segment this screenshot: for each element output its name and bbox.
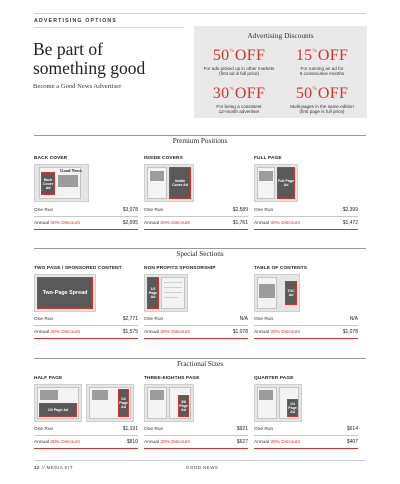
discount-label: 30% Discount <box>160 329 190 335</box>
price-label: Annual <box>34 439 49 445</box>
offer-word: OFF <box>234 47 266 64</box>
price-label: One Run <box>144 426 164 432</box>
price-row <box>254 424 358 434</box>
price-value: $1,191 <box>122 426 138 432</box>
offer-desc: 12-month advertiser <box>218 109 260 115</box>
offer-percent-sign: % <box>229 49 234 54</box>
footer-left <box>34 465 73 470</box>
price-value: N/A <box>349 316 358 322</box>
price-label: One Run <box>34 426 54 432</box>
row-rule-accent <box>254 229 358 230</box>
price-row <box>34 424 138 434</box>
price-label: Annual <box>144 439 159 445</box>
price-value: $2,399 <box>342 207 358 213</box>
title-line-2: something good <box>33 58 146 78</box>
product-label: FULL PAGE <box>254 156 282 161</box>
price-row <box>34 327 138 337</box>
text-line <box>164 282 182 283</box>
footer-rule <box>34 460 366 461</box>
kicker-rule <box>34 27 184 28</box>
photo-placeholder <box>259 171 273 181</box>
row-rule <box>254 435 358 436</box>
price-value: $1,078 <box>342 329 358 335</box>
section-heading-wrap <box>34 130 366 148</box>
ad-block: 1/2 Page Ad <box>118 389 129 417</box>
ad-block: TOC Ad <box>285 281 297 305</box>
discount-offer <box>196 44 282 77</box>
product-label: BACK COVER <box>34 156 68 161</box>
price-row <box>254 327 358 337</box>
price-row <box>144 205 248 215</box>
offer-desc: (first page is full price) <box>299 109 345 115</box>
row-rule-accent <box>144 338 248 339</box>
row-rule-accent <box>254 448 358 449</box>
offer-percent: 15 <box>295 47 313 64</box>
price-row <box>144 424 248 434</box>
price-row <box>34 218 138 228</box>
price-row <box>254 437 358 447</box>
price-value: $627 <box>236 439 248 445</box>
row-rule-accent <box>144 448 248 449</box>
offer-word: OFF <box>317 85 349 102</box>
discount-label: 30% Discount <box>160 220 190 226</box>
price-value: $2,095 <box>122 220 138 226</box>
price-label: Annual <box>254 220 269 226</box>
offer-word: OFF <box>317 47 349 64</box>
photo-placeholder <box>259 390 273 400</box>
price-label: Annual <box>144 329 159 335</box>
price-label: One Run <box>144 207 164 213</box>
price-label: Annual <box>254 439 269 445</box>
row-rule <box>144 216 248 217</box>
price-label: Annual <box>34 329 49 335</box>
photo-placeholder <box>58 175 78 187</box>
offer-desc: For running an ad for <box>300 66 344 71</box>
row-rule-accent <box>144 229 248 230</box>
offer-desc: Multi-pages in the same edition <box>290 104 354 109</box>
section-heading: Special Sections <box>173 250 226 258</box>
price-value: $1,761 <box>232 220 248 226</box>
discounts-title: Advertising Discounts <box>247 31 314 40</box>
ad-block: Two-Page Spread <box>37 277 93 309</box>
price-row <box>144 218 248 228</box>
ad-block: 1/2 Page Ad <box>39 403 77 417</box>
product-label: TABLE OF CONTENTS <box>254 266 308 271</box>
offer-word: OFF <box>234 85 266 102</box>
price-row <box>34 314 138 324</box>
section-heading-wrap <box>34 243 366 261</box>
row-rule <box>144 325 248 326</box>
top-rule <box>34 13 366 14</box>
discount-label: 30% Discount <box>270 220 300 226</box>
ad-block: Full Page Ad <box>277 167 295 199</box>
discount-offer <box>196 82 282 115</box>
row-rule <box>34 216 138 217</box>
ad-block: Inside Cover Ad <box>169 167 191 199</box>
ad-block: 3/8 Page Ad <box>178 395 189 417</box>
offer-desc: For being a consistent <box>216 104 262 109</box>
price-value: $810 <box>126 439 138 445</box>
photo-placeholder <box>150 390 164 400</box>
discount-label: 30% Discount <box>270 329 300 335</box>
price-label: Annual <box>34 220 49 226</box>
price-label: One Run <box>254 207 274 213</box>
price-value: $614 <box>346 426 358 432</box>
price-row <box>144 314 248 324</box>
product-label: QUARTER PAGE <box>254 376 294 381</box>
page-number: 12 <box>34 465 40 470</box>
price-label: One Run <box>34 207 54 213</box>
price-label: One Run <box>144 316 164 322</box>
row-rule-accent <box>34 448 138 449</box>
price-label: Annual <box>254 329 269 335</box>
product-label: THREE-EIGHTHS PAGE <box>144 376 200 381</box>
price-row <box>254 218 358 228</box>
price-value: $1,472 <box>342 220 358 226</box>
product-label: NON PROFITS SPONSORSHIP <box>144 266 216 271</box>
price-value: $2,589 <box>232 207 248 213</box>
price-row <box>254 205 358 215</box>
offer-percent-sign: % <box>229 87 234 92</box>
text-line <box>164 287 182 288</box>
row-rule <box>144 435 248 436</box>
photo-placeholder <box>40 390 58 400</box>
price-value: $1,575 <box>122 329 138 335</box>
photo-placeholder <box>259 284 275 298</box>
row-rule <box>254 216 358 217</box>
title-line-1: Be part of <box>33 39 103 59</box>
ad-block: 1/2 Page Ad <box>147 277 159 309</box>
section-heading: Premium Positions <box>170 137 231 145</box>
row-rule-accent <box>34 338 138 339</box>
offer-percent-sign: % <box>312 87 317 92</box>
page-title <box>33 40 183 78</box>
row-rule-accent <box>254 338 358 339</box>
price-row <box>144 437 248 447</box>
row-rule <box>34 325 138 326</box>
price-label: One Run <box>254 316 274 322</box>
price-value: $1,078 <box>232 329 248 335</box>
price-row <box>34 205 138 215</box>
product-label: INSIDE COVERS <box>144 156 183 161</box>
section-heading-wrap <box>34 353 366 371</box>
ad-block: 1/4 Page Ad <box>287 399 298 417</box>
product-label: TWO PAGE / SPONSORED CONTENT <box>34 266 122 271</box>
price-value: N/A <box>239 316 248 322</box>
footer-center: GOOD NEWS <box>186 465 219 470</box>
price-value: $2,771 <box>122 316 138 322</box>
section-heading: Fractional Sizes <box>174 360 226 368</box>
section-kicker: ADVERTISING OPTIONS <box>34 18 118 24</box>
product-label: HALF PAGE <box>34 376 63 381</box>
offer-percent: 30 <box>212 85 230 102</box>
discount-offer <box>279 44 365 77</box>
price-label: One Run <box>34 316 54 322</box>
page-subtitle: Become a Good News Advertiser <box>33 83 122 90</box>
photo-placeholder <box>150 171 164 181</box>
row-rule <box>34 435 138 436</box>
offer-desc: 6 consecutive months <box>299 71 345 77</box>
price-label: Annual <box>144 220 159 226</box>
text-line <box>164 297 178 298</box>
offer-percent-sign: % <box>312 49 317 54</box>
offer-percent: 50 <box>212 47 230 64</box>
row-rule-accent <box>34 229 138 230</box>
price-row <box>34 437 138 447</box>
ad-block: Back Cover Ad <box>41 172 55 195</box>
text-line <box>164 292 182 293</box>
price-value: $921 <box>236 426 248 432</box>
discount-label: 30% Discount <box>160 439 190 445</box>
price-label: One Run <box>254 426 274 432</box>
offer-percent: 50 <box>295 85 313 102</box>
masthead: Good News <box>60 168 82 173</box>
price-value: $407 <box>346 439 358 445</box>
price-row <box>254 314 358 324</box>
price-value: $3,078 <box>122 207 138 213</box>
discount-label: 30% Discount <box>270 439 300 445</box>
row-rule <box>254 325 358 326</box>
discount-offer <box>279 82 365 115</box>
price-row <box>144 327 248 337</box>
discount-label: 30% Discount <box>50 220 80 226</box>
discount-label: 30% Discount <box>50 439 80 445</box>
offer-desc: (first ad is full price) <box>219 71 259 77</box>
offer-desc: For ads picked up in other markets <box>203 66 275 71</box>
discount-label: 30% Discount <box>50 329 80 335</box>
photo-placeholder <box>92 390 108 400</box>
footer-publication: // MEDIA KIT <box>41 465 73 470</box>
